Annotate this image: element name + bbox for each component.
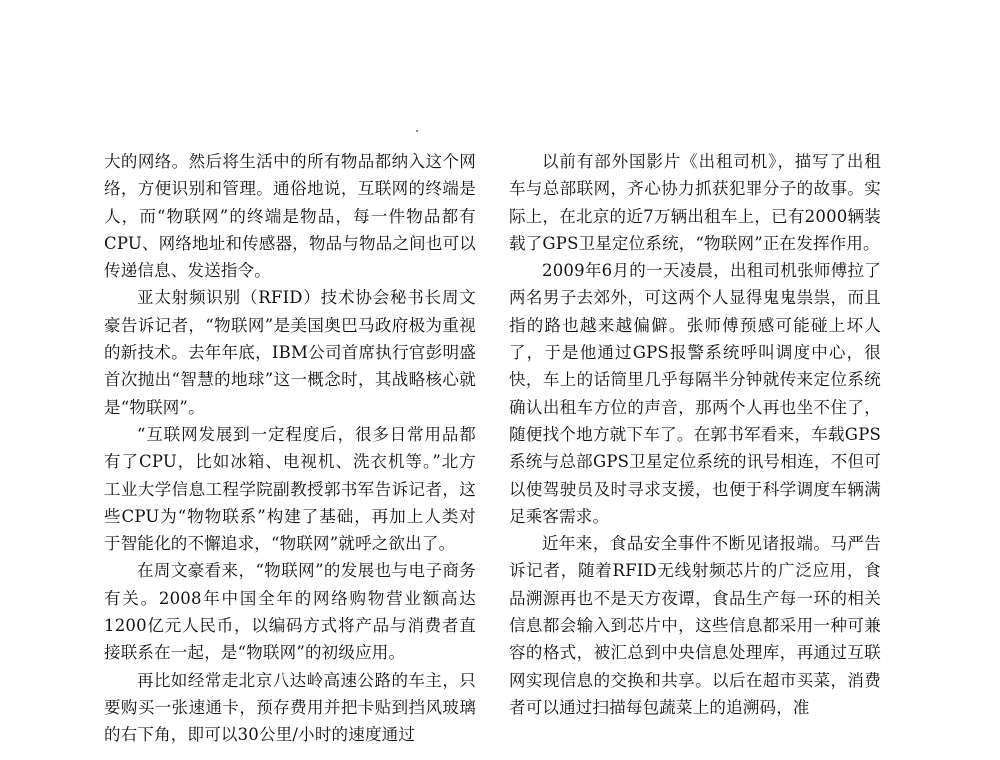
scan-speck [416,130,418,132]
paragraph: “互联网发展到一定程度后，很多日常用品都有了CPU，比如冰箱、电视机、洗衣机等。”北方工业大学信息工程学院副教授郭书军告诉记者，这些CPU为“物物联系”构建了基础，再加上人类对于智能化的不懈追求，“物联网”就呼之欲出了。 [104,424,476,554]
paragraph-continuation: 大的网络。然后将生活中的所有物品都纳入这个网络，方便识别和管理。通俗地说，互联网的终端是人，而“物联网”的终端是物品，每一件物品都有CPU、网络地址和传感器，物品与物品之间也可以传递信息、发送指令。 [104,152,476,281]
paragraph: 再比如经常走北京八达岭高速公路的车主，只要购买一张速通卡，预存费用并把卡贴到挡风玻璃的右下角，即可以30公里/小时的速度通过 [104,670,476,745]
paragraph: 以前有部外国影片《出租司机》，描写了出租车与总部联网，齐心协力抓获犯罪分子的故事。实际上，在北京的近7万辆出租车上，已有2000辆装载了GPS卫星定位系统，“物联网”正在发挥作用。 [509,152,881,253]
paragraph: 在周文豪看来，“物联网”的发展也与电子商务有关。2008年中国全年的网络购物营业额高达1200亿元人民币，以编码方式将产品与消费者直接联系在一起，是“物联网”的初级应用。 [104,561,476,663]
left-column [104,148,476,749]
right-column [509,148,881,721]
paragraph: 亚太射频识别（RFID）技术协会秘书长周文豪告诉记者，“物联网”是美国奥巴马政府极为重视的新技术。去年年底，IBM公司首席执行官彭明盛首次抛出“智慧的地球”这一概念时，其战略核心就是“物联网”。 [104,288,476,417]
paragraph: 2009年6月的一天凌晨，出租司机张师傅拉了两名男子去郊外，可这两个人显得鬼鬼祟祟，而且指的路也越来越偏僻。张师傅预感可能碰上坏人了，于是他通过GPS报警系统呼叫调度中心，很快，车上的话筒里几乎每隔半分钟就传来定位系统确认出租车方位的声音，那两个人再也坐不住了，随便找个地方就下车了。在郭书军看来，车载GPS系统与总部GPS卫星定位系统的讯号相连，不但可以使驾驶员及时寻求支援，也便于科学调度车辆满足乘客需求。 [509,261,881,526]
paragraph: 近年来，食品安全事件不断见诸报端。马严告诉记者，随着RFID无线射频芯片的广泛应用，食品溯源再也不是天方夜谭，食品生产每一环的相关信息都会输入到芯片中，这些信息都采用一种可兼容的格式，被汇总到中央信息处理库，再通过互联网实现信息的交换和共享。以后在超市买菜，消费者可以通过扫描每包蔬菜上的追溯码，准 [509,534,881,717]
